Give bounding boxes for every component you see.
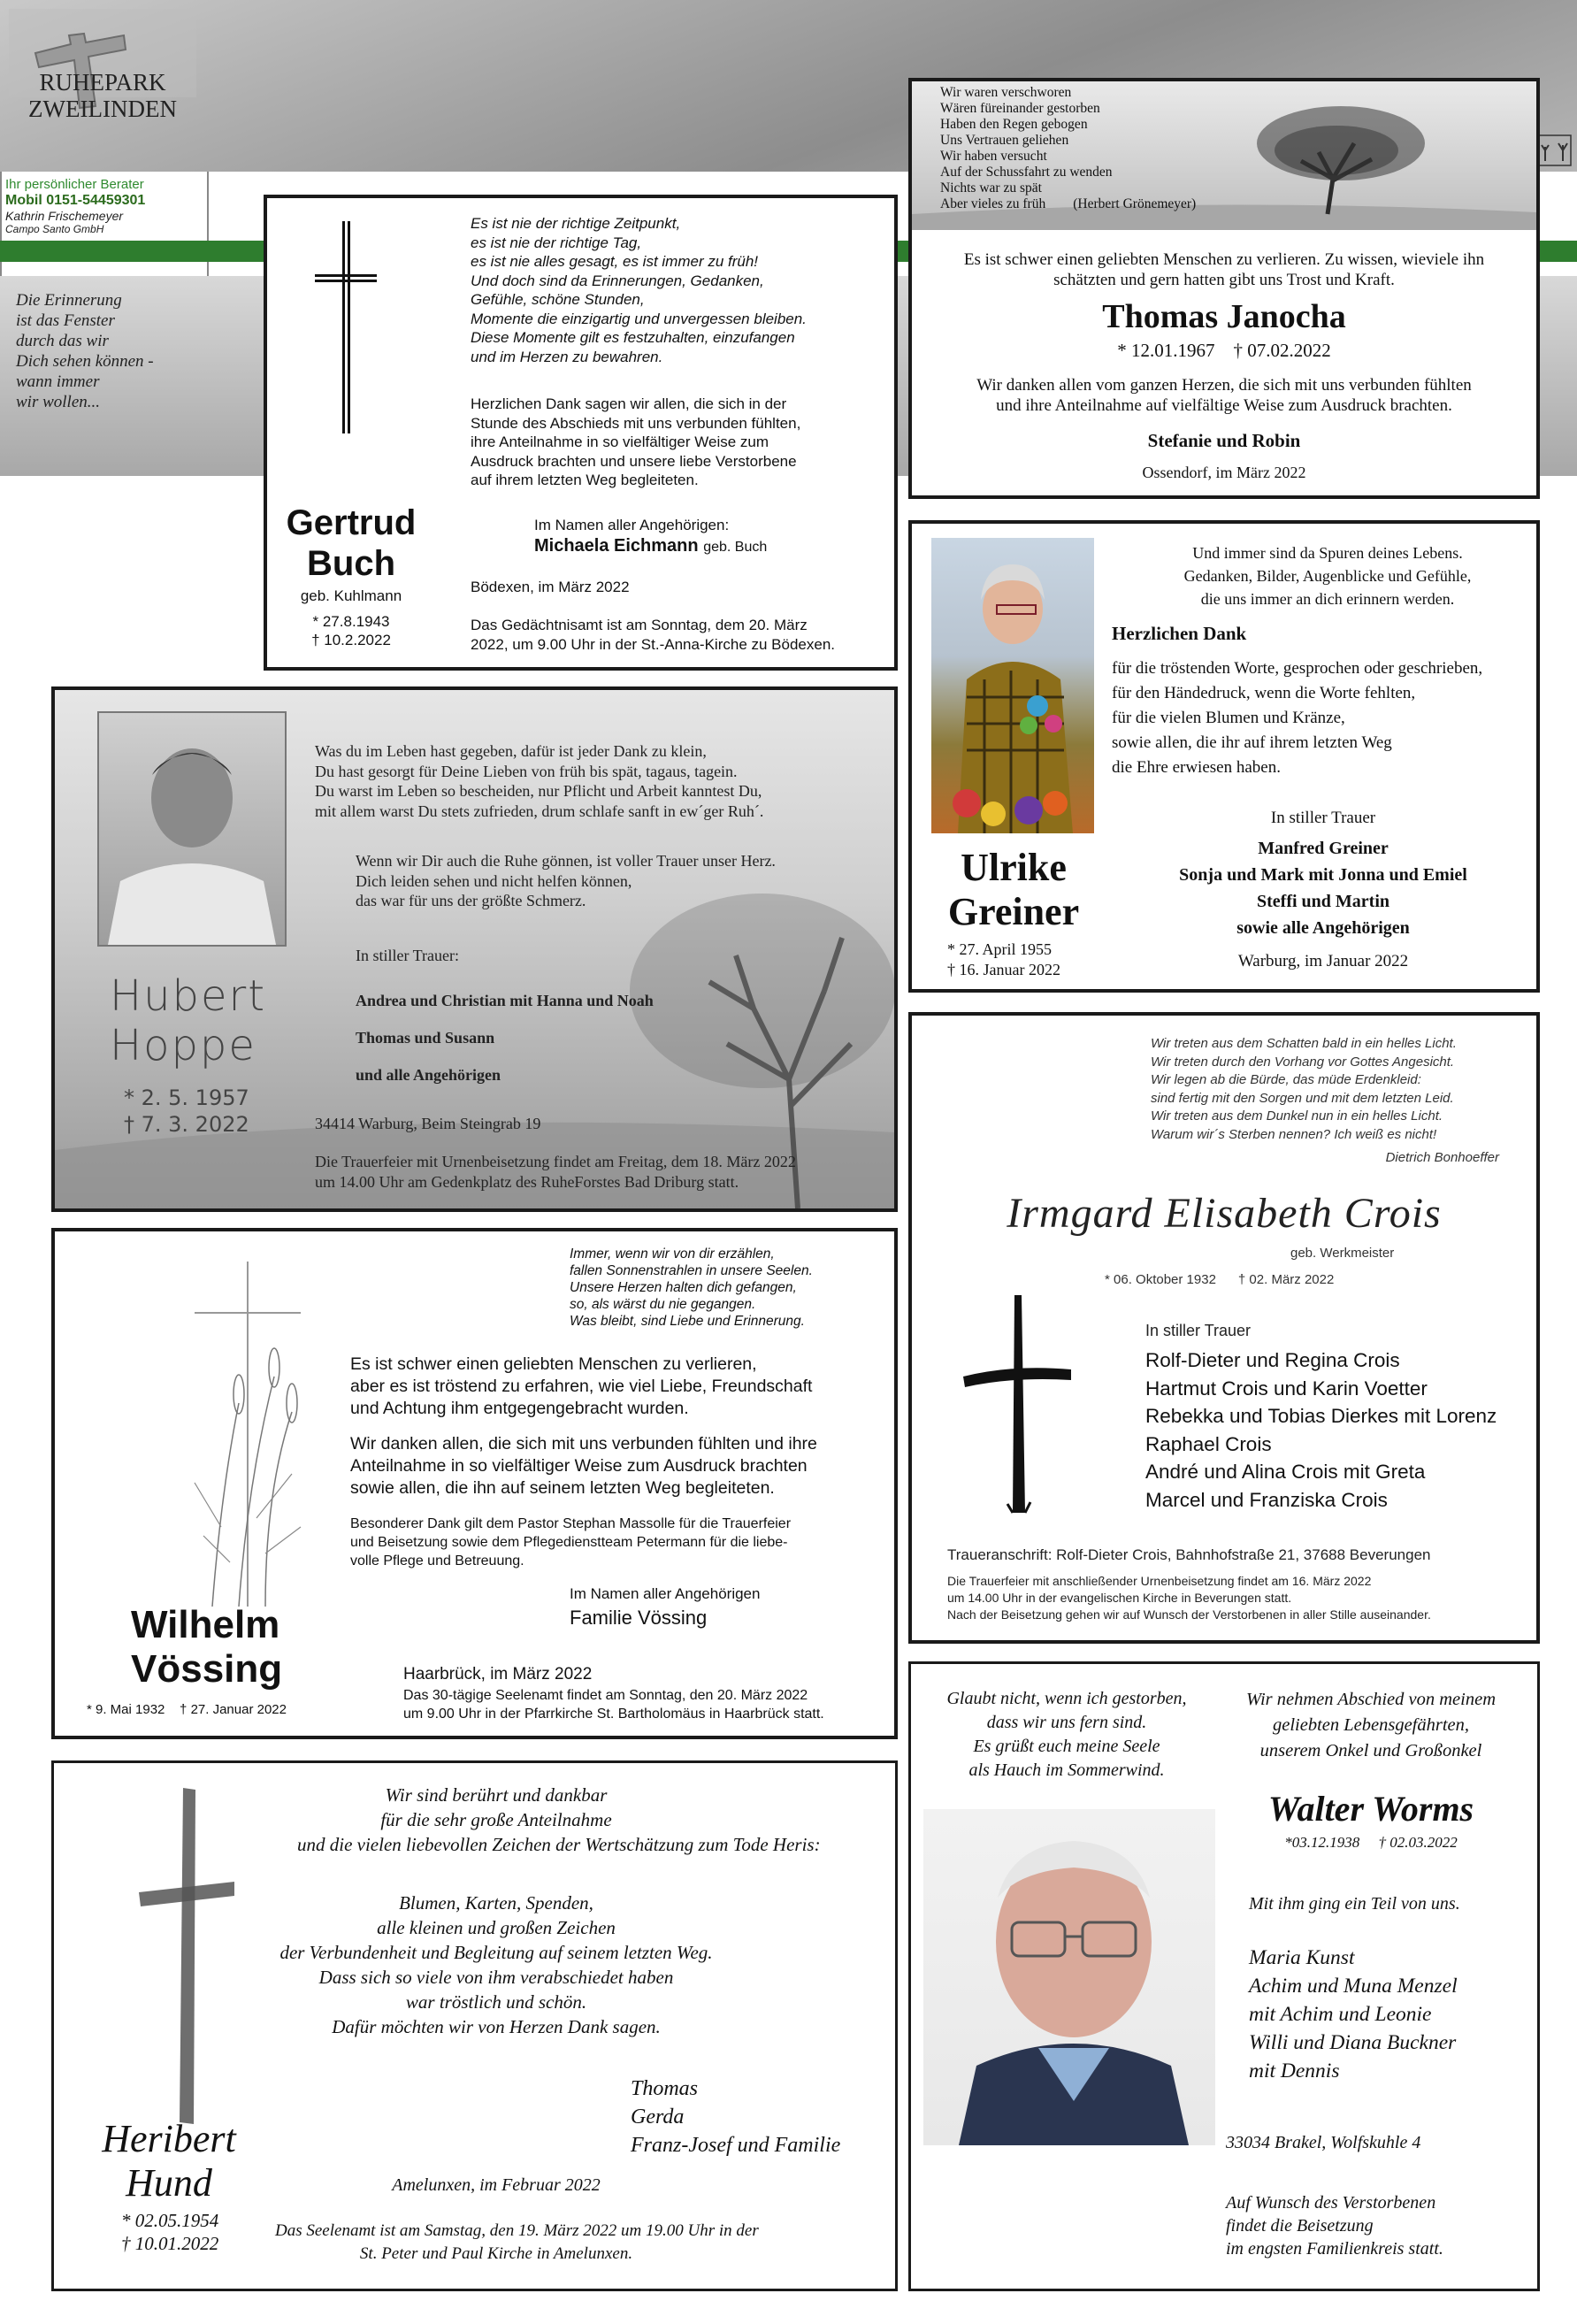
- poem-line: Du hast gesorgt für Deine Lieben von früh bis spät, tagaus, tagein.: [315, 762, 738, 780]
- family-line: Rolf-Dieter und Regina Crois: [1145, 1349, 1400, 1371]
- family-line: André und Alina Crois mit Greta: [1145, 1461, 1426, 1483]
- life-dates: * 12.01.1967 † 07.02.2022: [1117, 340, 1331, 361]
- poem-line: fallen Sonnenstrahlen in unsere Seelen.: [570, 1263, 813, 1278]
- portrait-photo: [97, 711, 287, 947]
- note-line: Auf Wunsch des Verstorbenen: [1226, 2193, 1436, 2213]
- poem-line: Was du im Leben hast gegeben, dafür ist jeder Dank zu klein,: [315, 742, 707, 760]
- death-date: † 10.01.2022: [121, 2233, 219, 2254]
- mass-line: St. Peter und Paul Kirche in Amelunxen.: [359, 2244, 633, 2263]
- brush-cross-icon: [960, 1295, 1075, 1516]
- text-line: und Beisetzung sowie dem Pflegedienstteam Petermann für die liebe-: [350, 1535, 788, 1550]
- ad-poem-panel: [0, 276, 209, 476]
- service-line: Nach der Beisetzung gehen wir auf Wunsch der Verstorbenen in aller Stille auseinander.: [947, 1607, 1431, 1622]
- poem-line: es ist nie der richtige Tag,: [471, 234, 642, 251]
- ad-url-link[interactable]: [0, 241, 209, 262]
- deceased-last-name: Buch: [307, 544, 395, 583]
- family-line: Rebekka und Tobias Dierkes mit Lorenz: [1145, 1405, 1497, 1427]
- thanks-line: Wir danken allen vom ganzen Herzen, die sich mit uns verbunden fühlten: [976, 376, 1472, 395]
- thanks-line: für die tröstenden Worte, gesprochen oder geschrieben,: [1112, 659, 1483, 678]
- ad-name-line1: RUHEPARK: [39, 69, 166, 96]
- poem-line: Wir haben versucht: [940, 149, 1047, 164]
- notice-thomas-janocha: [908, 78, 1540, 499]
- ad-stone-photo: [0, 0, 209, 172]
- body-line: Dafür möchten wir von Herzen Dank sagen.: [332, 2016, 661, 2037]
- ad-poem-line: Die Erinnerung: [16, 291, 122, 310]
- family-line: Steffi und Martin: [1257, 892, 1389, 911]
- birth-date: * 27. April 1955: [947, 940, 1053, 958]
- birth-date: * 27.8.1943: [312, 613, 390, 630]
- signed-line: Franz-Josef und Familie: [631, 2134, 841, 2157]
- poem-line: Wir treten aus dem Dunkel nun in ein helles Licht.: [1151, 1108, 1443, 1124]
- notice-gertrud-buch: [264, 195, 898, 671]
- poem-line: Wären füreinander gestorben: [940, 101, 1100, 116]
- place-date: Amelunxen, im Februar 2022: [392, 2175, 601, 2195]
- family-line: Sonja und Mark mit Jonna und Emiel: [1179, 865, 1467, 885]
- poem-line: Gedanken, Bilder, Augenblicke und Gefühle,: [1183, 567, 1472, 585]
- ad-poem-line: ist das Fenster: [16, 311, 115, 330]
- text-line: und Achtung ihm entgegengebracht wurden.: [350, 1399, 689, 1418]
- notice-heribert-hund: [51, 1760, 898, 2291]
- poem-line: Wir waren verschworen: [940, 85, 1072, 100]
- note-line: findet die Beisetzung: [1226, 2216, 1374, 2236]
- notice-hubert-hoppe: [51, 686, 898, 1212]
- poem-line: dass wir uns fern sind.: [986, 1713, 1147, 1732]
- thanks-line: und ihre Anteilnahme auf vielfältige Weise zum Ausdruck brachten.: [996, 396, 1452, 415]
- family-line: mit Dennis: [1249, 2059, 1340, 2082]
- poem-line: Aber vieles zu früh: [940, 196, 1046, 211]
- life-dates: * 06. Oktober 1932 † 02. März 2022: [1105, 1272, 1335, 1287]
- poem-line: Warum wir´s Sterben nennen? Ich weiß es nicht!: [1151, 1126, 1437, 1142]
- life-dates: * 9. Mai 1932 † 27. Januar 2022: [87, 1702, 287, 1717]
- poem-line: Immer, wenn wir von dir erzählen,: [570, 1246, 775, 1262]
- notice-walter-worms: [908, 1661, 1540, 2291]
- intro-line: Wir nehmen Abschied von meinem: [1246, 1690, 1496, 1709]
- deceased-name: Irmgard Elisabeth Crois: [1007, 1190, 1442, 1237]
- intro-line: Es ist schwer einen geliebten Menschen zu verlieren. Zu wissen, wieviele ihn: [963, 250, 1485, 269]
- poem-line: und im Herzen zu bewahren.: [471, 348, 663, 365]
- family-line: mit Achim und Leonie: [1249, 2003, 1432, 2026]
- poem-line: das war für uns der größte Schmerz.: [356, 892, 586, 909]
- thanks-line: ihre Anteilnahme in so vielfältiger Weise zum: [471, 433, 769, 450]
- poem-line: Dich leiden sehen und nicht helfen können,: [356, 871, 632, 890]
- intro-line: Wir sind berührt und dankbar: [385, 1784, 608, 1806]
- mourn-label: In stiller Trauer:: [356, 947, 459, 964]
- service-line: um 14.00 Uhr in der evangelischen Kirche in Beverungen statt.: [947, 1591, 1292, 1605]
- maiden-name: geb. Werkmeister: [1290, 1246, 1395, 1261]
- ad-name-line2: ZWEILINDEN: [28, 96, 177, 122]
- thanks-line: die Ehre erwiesen haben.: [1112, 758, 1281, 777]
- deceased-first-name: Ulrike: [961, 846, 1067, 889]
- ad-company: Campo Santo GmbH: [5, 223, 104, 235]
- cross-wheat-icon: [168, 1262, 327, 1615]
- poem-line: Du warst im Leben so bescheiden, nur Pflicht und Arbeit kanntest Du,: [315, 782, 762, 800]
- address: 34414 Warburg, Beim Steingrab 19: [315, 1115, 541, 1132]
- poem-line: Haben den Regen gebogen: [940, 117, 1088, 132]
- chalk-cross-icon: [139, 1788, 236, 2124]
- deceased-name: Thomas Janocha: [1102, 298, 1346, 335]
- ad-poem-line: durch das wir: [16, 332, 109, 350]
- poem-line: sind fertig mit den Sorgen und mit dem letzten Leid.: [1151, 1090, 1454, 1106]
- intro-line: für die sehr große Anteilnahme: [380, 1809, 612, 1830]
- poem-line: Wir legen ab die Bürde, das müde Erdenkleid:: [1151, 1072, 1421, 1087]
- ad-person: Kathrin Frischemeyer: [5, 209, 124, 223]
- text-line: Besonderer Dank gilt dem Pastor Stephan Massolle für die Trauerfeier: [350, 1516, 792, 1531]
- family-line: Thomas und Susann: [356, 1029, 495, 1047]
- service-line: Die Trauerfeier mit Urnenbeisetzung findet am Freitag, dem 18. März 2022: [315, 1153, 796, 1170]
- family-line: Raphael Crois: [1145, 1432, 1272, 1455]
- portrait-photo: [931, 538, 1094, 833]
- heading: Herzlichen Dank: [1112, 623, 1247, 644]
- behalf-label: Im Namen aller Angehörigen:: [534, 517, 730, 533]
- poem-line: als Hauch im Sommerwind.: [968, 1760, 1165, 1780]
- text-line: aber es ist tröstend zu erfahren, wie viel Liebe, Freundschaft: [350, 1377, 813, 1396]
- notice-irmgard-crois: [908, 1012, 1540, 1644]
- note-line: im engsten Familienkreis statt.: [1226, 2239, 1443, 2259]
- signed-line: Gerda: [631, 2105, 685, 2128]
- portrait-elderly-man-icon: [923, 1809, 1215, 2145]
- poem-line: Es ist nie der richtige Zeitpunkt,: [471, 215, 681, 232]
- thanks-line: Stunde des Abschieds mit uns verbunden fühlten,: [471, 414, 801, 432]
- intro-line: unserem Onkel und Großonkel: [1259, 1741, 1482, 1760]
- poem-line: Unsere Herzen halten dich gefangen,: [570, 1280, 797, 1295]
- poem-line: Auf der Schussfahrt zu wenden: [940, 165, 1113, 180]
- body-line: alle kleinen und großen Zeichen: [377, 1917, 616, 1938]
- death-date: † 16. Januar 2022: [947, 961, 1060, 978]
- mourn-label: In stiller Trauer: [1270, 809, 1376, 827]
- address: Traueranschrift: Rolf-Dieter Crois, Bahnhofstraße 21, 37688 Beverungen: [947, 1546, 1431, 1563]
- text-line: sowie allen, die ihn auf seinem letzten Weg begleiteten.: [350, 1478, 775, 1498]
- deceased-last-name: Hoppe: [110, 1021, 256, 1070]
- poem-line: es ist nie alles gesagt, es ist immer zu früh!: [471, 253, 759, 270]
- text-line: Anteilnahme in so vielfältiger Weise zum Ausdruck brachten: [350, 1456, 808, 1476]
- portrait-woman-icon: [931, 538, 1094, 833]
- family-line: Maria Kunst: [1249, 1946, 1355, 1969]
- poem-author: (Herbert Grönemeyer): [1073, 196, 1197, 211]
- mass-line: 2022, um 9.00 Uhr in der St.-Anna-Kirche zu Bödexen.: [471, 635, 836, 653]
- ad-advisor-label: Ihr persönlicher Berater: [5, 177, 144, 192]
- tree-landscape-photo: [912, 81, 1536, 230]
- text-line: volle Pflege und Betreuung.: [350, 1553, 524, 1569]
- body-line: war tröstlich und schön.: [405, 1991, 587, 2013]
- poem-line: die uns immer an dich erinnern werden.: [1200, 590, 1455, 608]
- intro-line: schätzten und gern hatten gibt uns Trost und Kraft.: [1053, 271, 1395, 289]
- deceased-first-name: Hubert: [110, 971, 267, 1021]
- cross-icon: [315, 221, 377, 451]
- intro-line: geliebten Lebensgefährten,: [1272, 1715, 1470, 1735]
- thanks-line: für die vielen Blumen und Kränze,: [1112, 709, 1345, 727]
- deceased-first-name: Wilhelm: [131, 1603, 280, 1646]
- family-line: und alle Angehörigen: [356, 1066, 501, 1084]
- ad-poem-line: wir wollen...: [16, 393, 101, 411]
- deceased-last-name: Greiner: [947, 890, 1080, 933]
- poem-author: Dietrich Bonhoeffer: [1385, 1150, 1499, 1165]
- birth-date: * 2. 5. 1957: [124, 1085, 249, 1110]
- mass-line: Das 30-tägige Seelenamt findet am Sonntag, den 20. März 2022: [403, 1688, 808, 1703]
- poem-line: Glaubt nicht, wenn ich gestorben,: [946, 1689, 1187, 1708]
- body-line: Dass sich so viele von ihm verabschiedet haben: [318, 1967, 674, 1988]
- family-line: sowie alle Angehörigen: [1236, 918, 1410, 938]
- poem-line: Wir treten durch den Vorhang vor Gottes Angesicht.: [1151, 1054, 1455, 1070]
- notice-wilhelm-voessing: [51, 1228, 898, 1739]
- text-line: Wir danken allen, die sich mit uns verbunden fühlten und ihre: [350, 1434, 817, 1453]
- service-line: um 14.00 Uhr am Gedenkplatz des RuheForstes Bad Driburg statt.: [315, 1172, 739, 1191]
- poem-line: Es grüßt euch meine Seele: [973, 1737, 1160, 1756]
- place-date: Warburg, im Januar 2022: [1237, 952, 1409, 970]
- family-line: Manfred Greiner: [1258, 839, 1389, 858]
- behalf-name: Familie Vössing: [570, 1607, 708, 1629]
- body-line: Blumen, Karten, Spenden,: [399, 1892, 593, 1914]
- deceased-last-name: Hund: [126, 2161, 212, 2205]
- mass-line: Das Gedächtnisamt ist am Sonntag, dem 20. März: [471, 617, 808, 633]
- birth-date: * 02.05.1954: [121, 2210, 219, 2231]
- poem-line: Uns Vertrauen geliehen: [940, 133, 1069, 148]
- life-dates: *03.12.1938 † 02.03.2022: [1284, 1834, 1458, 1851]
- behalf-suffix: geb. Buch: [703, 540, 768, 555]
- poem-line: Momente die einzigartig und unvergessen bleiben.: [471, 310, 807, 327]
- poem-line: Gefühle, schöne Stunden,: [471, 291, 645, 308]
- ruhepark-ad[interactable]: [0, 0, 209, 476]
- ad-poem-line: wann immer: [16, 372, 100, 391]
- family-line: Marcel und Franziska Crois: [1145, 1488, 1388, 1511]
- ad-mobile: Mobil 0151-54459301: [5, 193, 146, 208]
- deceased-first-name: Gertrud: [286, 503, 417, 542]
- mass-line: Das Seelenamt ist am Samstag, den 19. März 2022 um 19.00 Uhr in der: [275, 2221, 759, 2240]
- mass-line: um 9.00 Uhr in der Pfarrkirche St. Bartholomäus in Haarbrück statt.: [403, 1707, 824, 1722]
- thanks-line: auf ihrem letzten Weg begleiteten.: [471, 472, 699, 488]
- family-line: Andrea und Christian mit Hanna und Noah: [356, 992, 654, 1009]
- behalf-label: Im Namen aller Angehörigen: [570, 1585, 761, 1602]
- portrait-man-icon: [99, 713, 285, 945]
- poem-line: Und doch sind da Erinnerungen, Gedanken,: [471, 272, 764, 289]
- deceased-name: Walter Worms: [1267, 1789, 1474, 1829]
- text-line: Es ist schwer einen geliebten Menschen zu verlieren,: [350, 1354, 757, 1374]
- portrait-photo: [923, 1809, 1215, 2145]
- poem-line: so, als wärst du nie gegangen.: [570, 1297, 756, 1312]
- notice-ulrike-greiner: [908, 520, 1540, 993]
- thanks-line: für den Händedruck, wenn die Worte fehlten,: [1112, 684, 1416, 702]
- intro-line: und die vielen liebevollen Zeichen der Wertschätzung zum Tode Heris:: [297, 1834, 821, 1855]
- death-date: † 7. 3. 2022: [124, 1112, 249, 1137]
- poem-line: Und immer sind da Spuren deines Lebens.: [1192, 544, 1463, 562]
- signed-line: Thomas: [631, 2077, 699, 2100]
- death-date: † 10.2.2022: [311, 632, 391, 648]
- body-line: der Verbundenheit und Begleitung auf seinem letzten Weg.: [279, 1942, 713, 1963]
- signed-by: Stefanie und Robin: [1147, 430, 1301, 451]
- poem-line: Wir treten aus dem Schatten bald in ein helles Licht.: [1151, 1036, 1457, 1051]
- ad-poem-line: Dich sehen können -: [16, 352, 154, 371]
- deceased-first-name: Heribert: [102, 2117, 236, 2160]
- place-date: Bödexen, im März 2022: [471, 579, 630, 595]
- mourn-label: In stiller Trauer: [1145, 1322, 1252, 1339]
- address: 33034 Brakel, Wolfskuhle 4: [1226, 2133, 1421, 2152]
- poem-line: Diese Momente gilt es festzuhalten, einzufangen: [471, 329, 795, 346]
- tagline: Mit ihm ging ein Teil von uns.: [1249, 1894, 1460, 1914]
- thanks-line: Ausdruck brachten und unsere liebe Verstorbene: [471, 452, 797, 470]
- thanks-line: Herzlichen Dank sagen wir allen, die sich in der: [471, 395, 787, 412]
- place-date: Haarbrück, im März 2022: [403, 1665, 593, 1684]
- family-line: Willi und Diana Buckner: [1249, 2031, 1457, 2054]
- place-date: Ossendorf, im März 2022: [1142, 464, 1306, 481]
- family-line: Achim und Muna Menzel: [1249, 1975, 1458, 1998]
- maiden-name: geb. Kuhlmann: [300, 587, 402, 604]
- poem-line: Nichts war zu spät: [940, 180, 1042, 196]
- service-line: Die Trauerfeier mit anschließender Urnenbeisetzung findet am 16. März 2022: [947, 1574, 1372, 1588]
- poem-line: Was bleibt, sind Liebe und Erinnerung.: [570, 1314, 805, 1329]
- thanks-line: sowie allen, die ihr auf ihrem letzten Weg: [1112, 733, 1392, 752]
- deceased-last-name: Vössing: [131, 1647, 283, 1691]
- family-line: Hartmut Crois und Karin Voetter: [1145, 1377, 1428, 1400]
- poem-line: mit allem warst Du stets zufrieden, drum schlafe sanft in ew´ger Ruh´.: [315, 802, 764, 820]
- behalf-name: Michaela Eichmann: [534, 536, 699, 556]
- poem-line: Wenn wir Dir auch die Ruhe gönnen, ist voller Trauer unser Herz.: [356, 852, 776, 870]
